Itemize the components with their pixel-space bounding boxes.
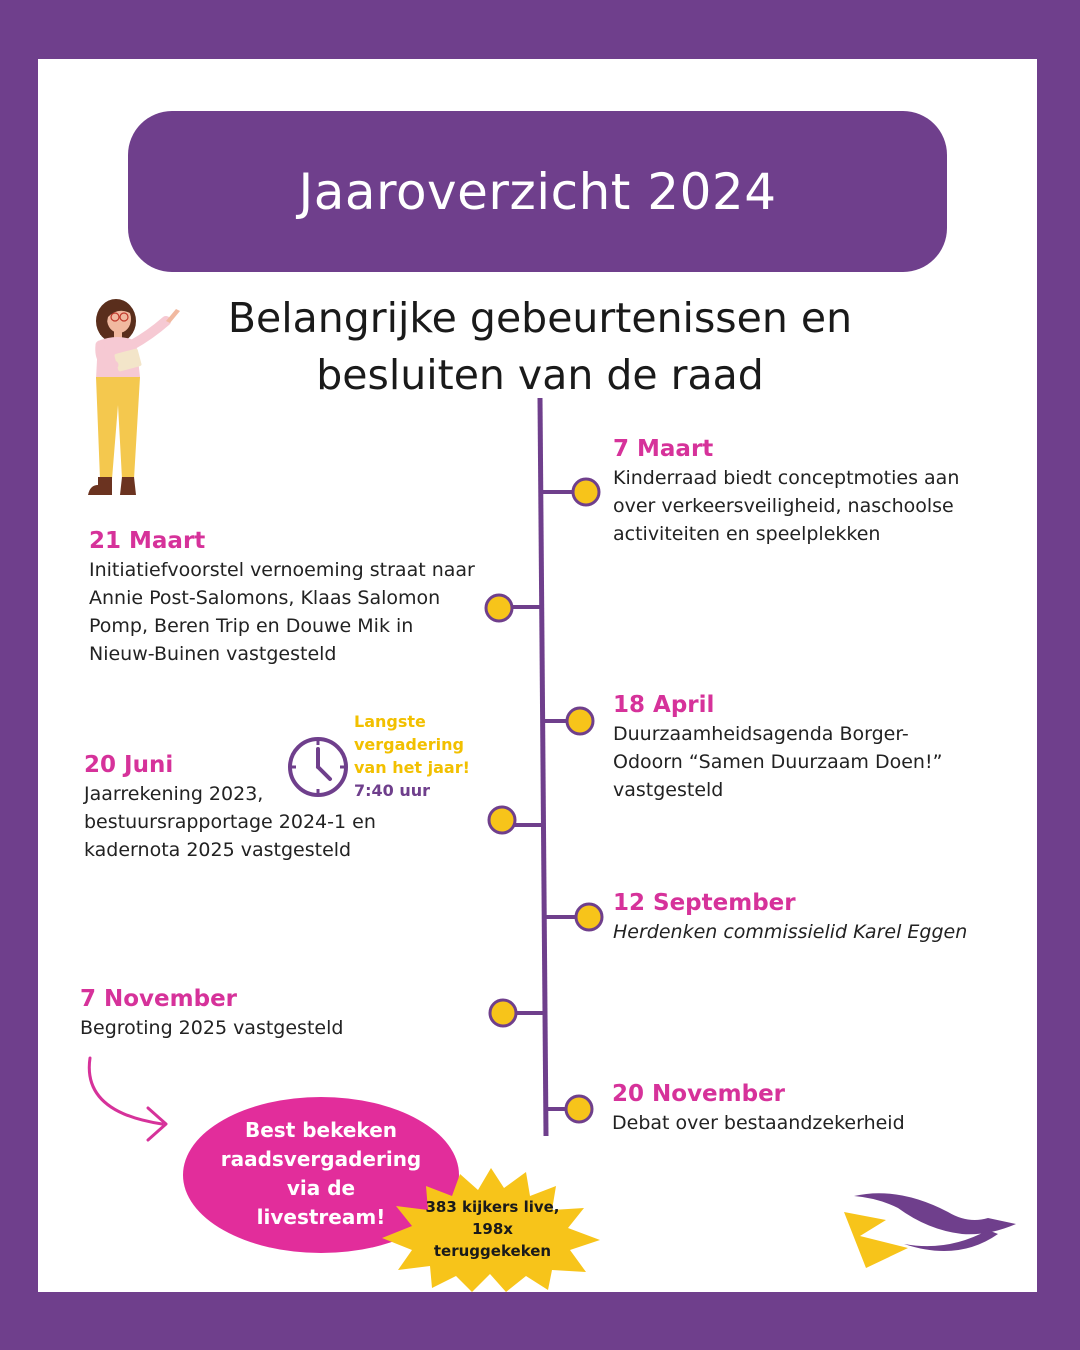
event-desc: Herdenken commissielid Karel Eggen bbox=[613, 921, 968, 943]
event-21-maart bbox=[89, 526, 479, 668]
event-date: 7 November bbox=[80, 986, 238, 1012]
timeline-dot-18-april bbox=[567, 708, 593, 734]
event-desc: Begroting 2025 vastgesteld bbox=[80, 1017, 344, 1039]
viewers-line-1: 383 kijkers live, bbox=[425, 1198, 560, 1216]
viewers-text bbox=[420, 1196, 565, 1262]
longest-line-1: Langste bbox=[354, 712, 426, 731]
longest-meeting-note bbox=[354, 710, 484, 802]
livestream-line-3: via de bbox=[286, 1176, 356, 1200]
event-date: 21 Maart bbox=[89, 528, 206, 554]
event-desc: Duurzaamheidsagenda Borger-Odoorn “Samen Duurzaam Doen!” vastgesteld bbox=[613, 723, 943, 801]
timeline-dot-7-maart bbox=[573, 479, 599, 505]
timeline-dot-12-september bbox=[576, 904, 602, 930]
subtitle-line-1: Belangrijke gebeurtenissen en bbox=[227, 294, 853, 342]
event-20-november bbox=[612, 1079, 992, 1137]
timeline-dot-7-november bbox=[490, 1000, 516, 1026]
subtitle-line-2: besluiten van de raad bbox=[316, 351, 764, 399]
timeline-axis bbox=[540, 398, 546, 1136]
livestream-line-4: livestream! bbox=[256, 1205, 386, 1229]
page-title: Jaaroverzicht 2024 bbox=[298, 162, 777, 221]
livestream-line-1: Best bekeken bbox=[244, 1118, 397, 1142]
event-date: 7 Maart bbox=[613, 436, 714, 462]
timeline-dot-20-juni bbox=[489, 807, 515, 833]
viewers-line-3: teruggekeken bbox=[433, 1242, 552, 1260]
event-7-november bbox=[80, 984, 440, 1042]
event-desc: Debat over bestaandzekerheid bbox=[612, 1112, 905, 1134]
event-date: 20 Juni bbox=[84, 752, 174, 778]
timeline-dot-21-maart bbox=[486, 595, 512, 621]
event-12-september bbox=[613, 888, 1013, 946]
logo-icon bbox=[838, 1186, 1023, 1276]
longest-duration: 7:40 uur bbox=[354, 781, 431, 800]
event-7-maart bbox=[613, 434, 1003, 548]
event-desc: Jaarrekening 2023, bestuursrapportage 2024-1 en kadernota 2025 vastgesteld bbox=[84, 783, 376, 861]
event-desc: Initiatiefvoorstel vernoeming straat naar Annie Post-Salomons, Klaas Salomon Pomp, Beren Trip en Douwe Mik in Nieuw-Buinen vastgesteld bbox=[89, 559, 475, 665]
longest-line-2: vergadering bbox=[354, 735, 464, 754]
longest-line-3: van het jaar! bbox=[354, 758, 470, 777]
event-date: 12 September bbox=[613, 890, 796, 916]
event-desc: Kinderraad biedt conceptmoties aan over verkeersveiligheid, naschoolse activiteiten en speelplekken bbox=[613, 467, 960, 545]
viewers-line-2: 198x bbox=[472, 1220, 513, 1238]
event-date: 20 November bbox=[612, 1081, 786, 1107]
clock-icon bbox=[286, 735, 350, 799]
livestream-line-2: raadsvergadering bbox=[220, 1147, 422, 1171]
timeline-dot-20-november bbox=[566, 1096, 592, 1122]
curved-arrow-icon bbox=[78, 1052, 178, 1142]
event-18-april bbox=[613, 690, 963, 804]
event-date: 18 April bbox=[613, 692, 715, 718]
